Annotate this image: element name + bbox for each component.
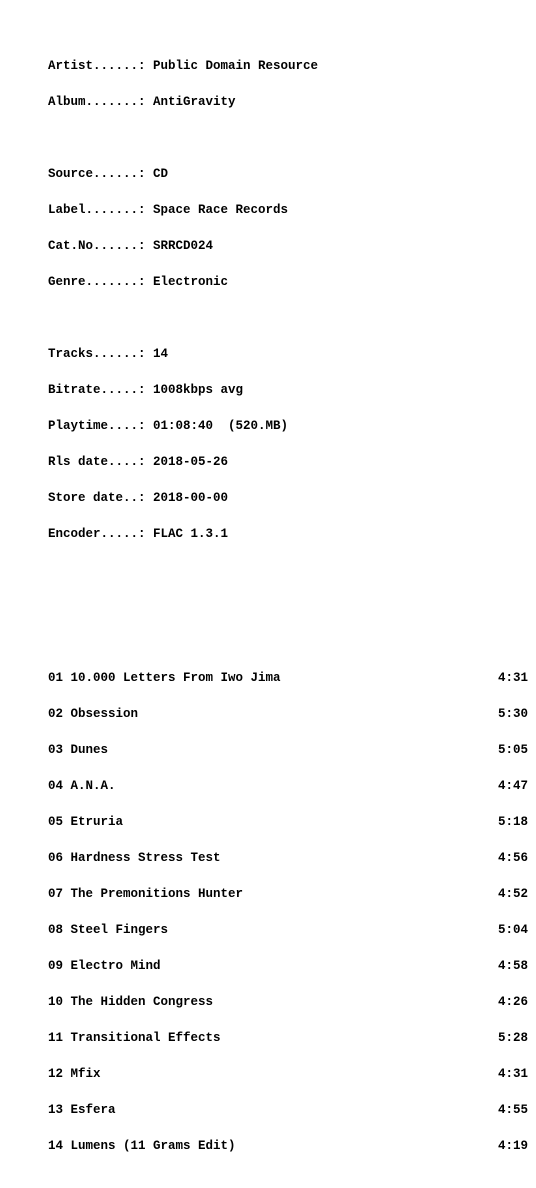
track-row xyxy=(48,1032,528,1044)
source-line: Source......: CD xyxy=(48,167,169,181)
track-time: 5:18 xyxy=(497,815,528,829)
track-row xyxy=(48,1104,528,1116)
artist-line: Artist......: Public Domain Resource xyxy=(48,59,319,73)
track-title: 07 The Premonitions Hunter xyxy=(48,887,244,901)
track-title: 05 Etruria xyxy=(48,815,124,829)
track-title: 01 10.000 Letters From Iwo Jima xyxy=(48,671,281,685)
genre-line: Genre.......: Electronic xyxy=(48,275,229,289)
tracks-line: Tracks......: 14 xyxy=(48,347,169,361)
track-title: 09 Electro Mind xyxy=(48,959,161,973)
track-row xyxy=(48,672,528,684)
track-time: 4:31 xyxy=(497,1067,528,1081)
album-line: Album.......: AntiGravity xyxy=(48,95,236,109)
store-date-line: Store date..: 2018-00-00 xyxy=(48,491,229,505)
spacer xyxy=(48,132,528,144)
rls-date-line: Rls date....: 2018-05-26 xyxy=(48,455,229,469)
track-time: 5:28 xyxy=(497,1031,528,1045)
track-row xyxy=(48,816,528,828)
track-title: 11 Transitional Effects xyxy=(48,1031,221,1045)
track-time: 5:04 xyxy=(497,923,528,937)
track-row xyxy=(48,852,528,864)
tracklist xyxy=(48,648,528,1176)
catno-line: Cat.No......: SRRCD024 xyxy=(48,239,214,253)
track-time: 4:52 xyxy=(497,887,528,901)
track-row xyxy=(48,996,528,1008)
track-title: 10 The Hidden Congress xyxy=(48,995,214,1009)
track-row xyxy=(48,708,528,720)
track-time: 4:56 xyxy=(497,851,528,865)
track-title: 04 A.N.A. xyxy=(48,779,116,793)
track-title: 13 Esfera xyxy=(48,1103,116,1117)
track-row xyxy=(48,1068,528,1080)
track-row xyxy=(48,960,528,972)
track-row xyxy=(48,780,528,792)
bitrate-line: Bitrate.....: 1008kbps avg xyxy=(48,383,244,397)
track-title: 02 Obsession xyxy=(48,707,139,721)
track-row xyxy=(48,1140,528,1152)
nfo-document xyxy=(48,36,528,1188)
encoder-line: Encoder.....: FLAC 1.3.1 xyxy=(48,527,229,541)
track-title: 12 Mfix xyxy=(48,1067,101,1081)
track-title: 03 Dunes xyxy=(48,743,109,757)
track-title: 08 Steel Fingers xyxy=(48,923,169,937)
track-time: 5:30 xyxy=(497,707,528,721)
track-time: 4:47 xyxy=(497,779,528,793)
track-row xyxy=(48,924,528,936)
track-time: 4:26 xyxy=(497,995,528,1009)
spacer xyxy=(48,564,528,612)
track-title: 14 Lumens (11 Grams Edit) xyxy=(48,1139,236,1153)
track-time: 4:55 xyxy=(497,1103,528,1117)
playtime-line: Playtime....: 01:08:40 (520.MB) xyxy=(48,419,289,433)
track-title: 06 Hardness Stress Test xyxy=(48,851,221,865)
track-time: 5:05 xyxy=(497,743,528,757)
track-row xyxy=(48,744,528,756)
track-time: 4:31 xyxy=(497,671,528,685)
track-time: 4:19 xyxy=(497,1139,528,1153)
track-row xyxy=(48,888,528,900)
track-time: 4:58 xyxy=(497,959,528,973)
label-line: Label.......: Space Race Records xyxy=(48,203,289,217)
spacer xyxy=(48,312,528,324)
